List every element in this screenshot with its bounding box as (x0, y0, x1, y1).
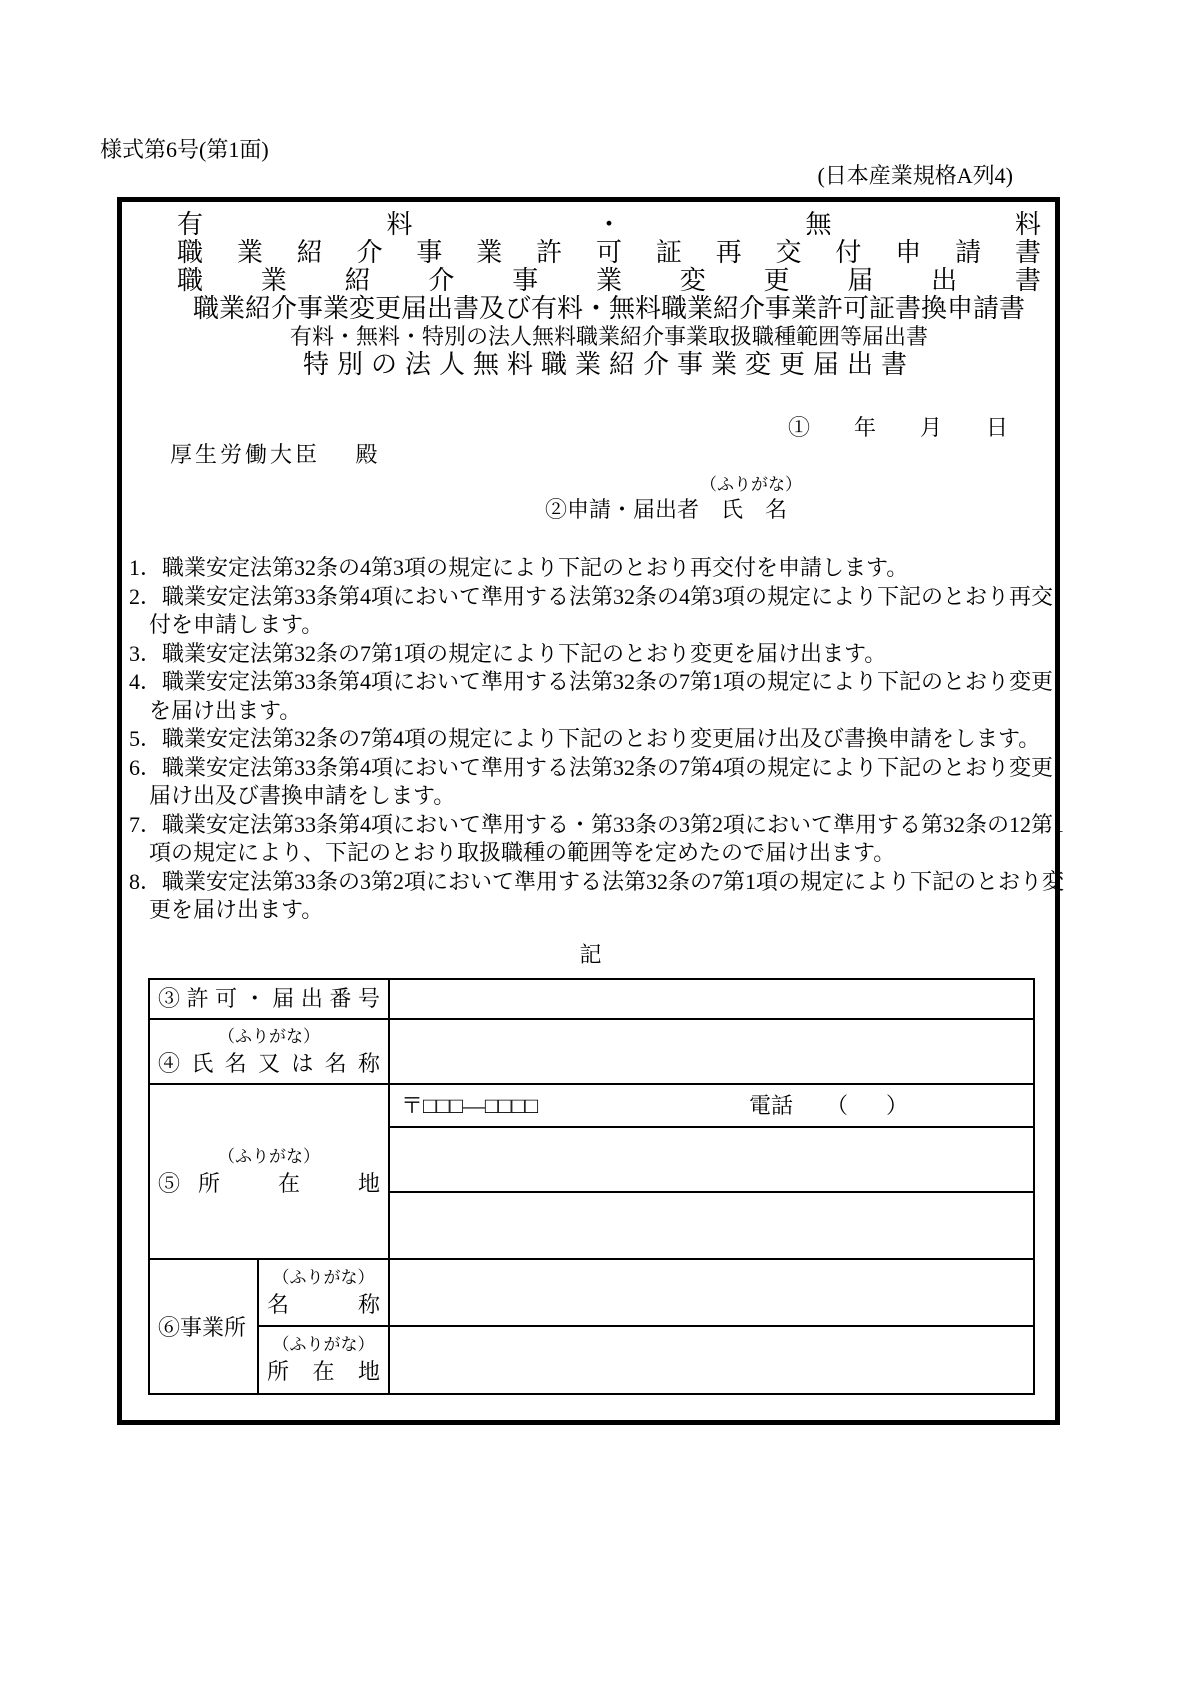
permit-number-input-cell[interactable] (389, 979, 1034, 1019)
title-line-handled-occupations: 有料・無料・特別の法人無料職業紹介事業取扱職種範囲等届出書 (289, 324, 928, 349)
postal-phone-input-cell[interactable] (389, 1084, 1034, 1127)
legal-item-2: 2．職業安定法第33条第4項において準用する法第32条の4第3項の規定により下記のとおり再交 (129, 583, 1054, 609)
phone-paren-close: ） (886, 1093, 909, 1118)
title-line-change-notification: 職 業 紹 介 事 業 変 更 届 出 書 (177, 266, 1041, 295)
office-address-furigana-label: （ふりがな） (272, 1335, 375, 1354)
name-furigana-label: （ふりがな） (218, 1026, 320, 1046)
address-input-cell-2[interactable] (389, 1192, 1034, 1259)
office-name-label: 名 称 (267, 1291, 381, 1317)
office-address-input-cell[interactable] (389, 1326, 1034, 1394)
legal-clause-list (129, 554, 1065, 925)
legal-item-1: 1．職業安定法第32条の4第3項の規定により下記のとおり再交付を申請します。 (129, 555, 909, 580)
address-label: ⑤所 在 地 (158, 1170, 381, 1196)
office-name-input-cell[interactable] (389, 1259, 1034, 1326)
legal-item-6: 6．職業安定法第33条第4項において準用する法第32条の7第4項の規定により下記のとおり変更 (129, 754, 1054, 780)
title-line-reissue-application: 職 業 紹 介 事 業 許 可 証 再 交 付 申 請 書 (177, 238, 1041, 267)
legal-item-6-cont: 届け出及び書換申請をします。 (149, 783, 456, 808)
office-address-label-cell (258, 1326, 389, 1394)
title-block (177, 211, 1041, 379)
office-label: ⑥事業所 (158, 1315, 247, 1340)
title-line-change-and-rewrite: 職業紹介事業変更届出書及び有料・無料職業紹介事業許可証書換申請書 (192, 294, 1025, 323)
office-label-cell (149, 1259, 258, 1394)
table-row-office-name (149, 1259, 1034, 1326)
minister-name: 厚生労働大臣 (170, 442, 321, 467)
form-number: 様式第6号(第1面) (100, 137, 269, 162)
address-label-cell (149, 1084, 389, 1259)
table-row-office-address (149, 1326, 1034, 1394)
legal-item-8-cont: 更を届け出ます。 (149, 897, 324, 922)
form-outer-box (117, 197, 1065, 1425)
postal-phone-row (390, 1086, 1033, 1125)
address-input-cell-1[interactable] (389, 1127, 1034, 1192)
applicant-name-line: ②申請・届出者 氏 名 (545, 497, 788, 522)
jis-standard-label: (日本産業規格A列4) (817, 163, 1013, 188)
legal-item-7-cont: 項の規定により、下記のとおり取扱職種の範囲等を定めたので届け出ます。 (149, 840, 896, 865)
legal-item-5: 5．職業安定法第32条の7第4項の規定により下記のとおり変更届け出及び書換申請をします。 (129, 726, 1041, 751)
title-line-paid-free: 有 料 ・ 無 料 (177, 210, 1041, 239)
table-row-name (149, 1019, 1034, 1084)
ki-heading: 記 (579, 942, 602, 967)
legal-item-2-cont: 付を申請します。 (149, 612, 324, 637)
phone-paren-open: （ (826, 1093, 849, 1118)
office-address-label: 所 在 地 (267, 1359, 381, 1384)
name-input-cell[interactable] (389, 1019, 1034, 1084)
detail-table (148, 978, 1035, 1395)
legal-item-4-cont: を届け出ます。 (149, 697, 302, 723)
title-line-special-corporation: 特別の法人無料職業紹介事業変更届出書 (302, 350, 915, 379)
postal-code-template: 〒□□□―□□□□ (401, 1093, 539, 1118)
addressee-line (170, 438, 378, 469)
legal-item-8: 8．職業安定法第33条の3第2項において準用する法第32条の7第1項の規定により下記のとおり変 (129, 868, 1065, 894)
table-row-address-phone (149, 1084, 1034, 1127)
table-row-permit-number (149, 979, 1034, 1019)
permit-number-label-cell (149, 979, 389, 1019)
legal-item-3: 3．職業安定法第32条の7第1項の規定により下記のとおり変更を届け出ます。 (129, 640, 887, 666)
honorific-dono: 殿 (355, 442, 378, 467)
permit-number-label: ③許可・届出番号 (158, 986, 381, 1011)
date-line: ① 年 月 日 (787, 415, 1008, 440)
name-label: ④氏名又は名称 (158, 1050, 381, 1076)
address-furigana-label: （ふりがな） (218, 1146, 320, 1166)
applicant-furigana-note: （ふりがな） (700, 475, 802, 494)
legal-item-7: 7．職業安定法第33条第4項において準用する・第33条の3第2項において準用する第32条の12第1 (129, 811, 1065, 837)
phone-label: 電話 (749, 1093, 794, 1118)
office-name-furigana-label: （ふりがな） (272, 1267, 375, 1287)
office-name-label-cell (258, 1259, 389, 1326)
legal-item-4: 4．職業安定法第33条第4項において準用する法第32条の7第1項の規定により下記のとおり変更 (129, 669, 1054, 694)
name-label-cell (149, 1019, 389, 1084)
